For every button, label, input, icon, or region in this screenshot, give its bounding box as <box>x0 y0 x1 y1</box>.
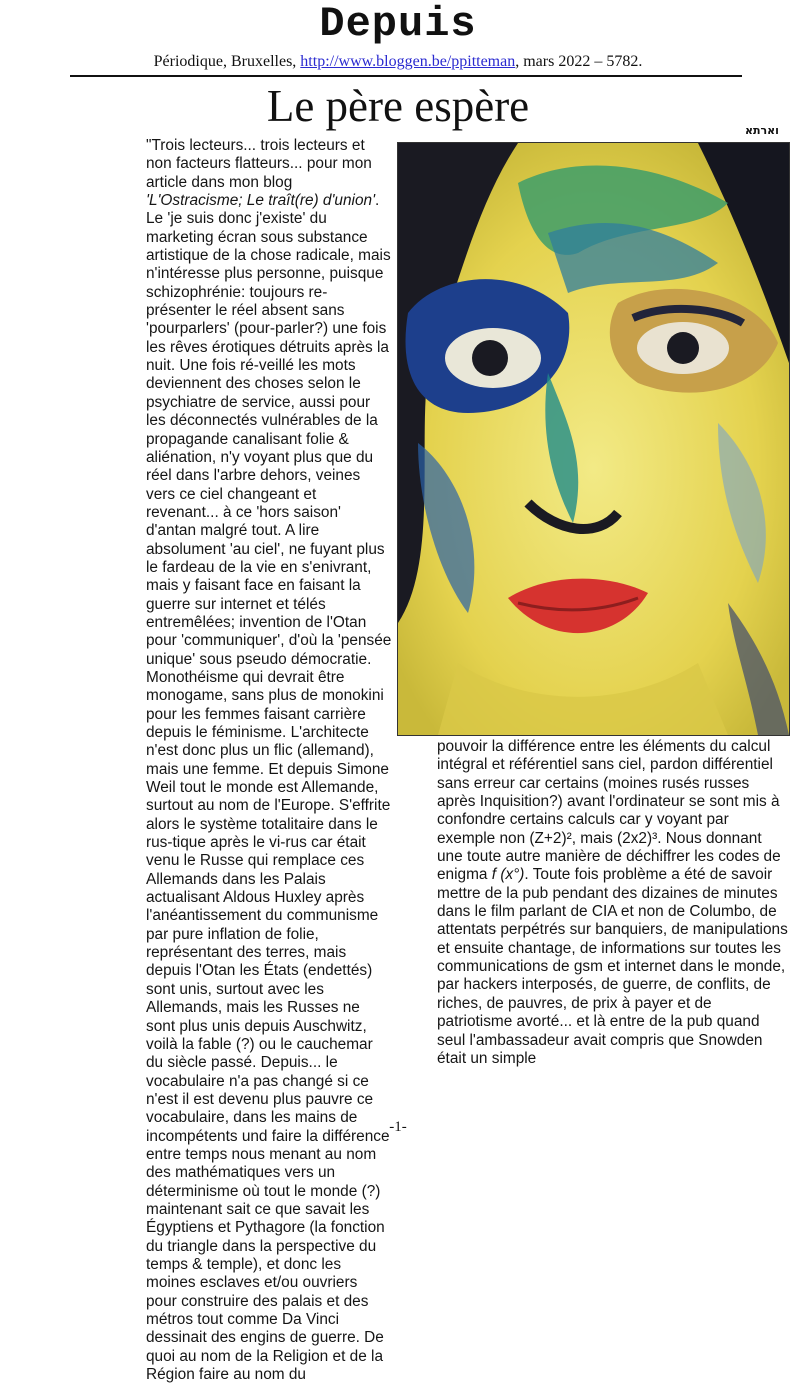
portrait-painting-svg <box>398 143 789 735</box>
subline-suffix: , mars 2022 – 5782. <box>515 53 643 70</box>
article-headline: Le père espère <box>266 81 530 131</box>
column-right-paragraph <box>437 738 789 1068</box>
hebrew-tag: וארתא <box>745 124 779 137</box>
article-column-right <box>437 738 789 1128</box>
blog-link[interactable]: http://www.bloggen.be/ppitteman <box>300 53 516 70</box>
article-column-left <box>146 137 392 1384</box>
fx-notation: f (x°) <box>491 866 525 884</box>
page-number: -1- <box>389 1119 407 1135</box>
masthead-rule <box>70 75 742 77</box>
column-left-text-b: . Le 'je suis donc j'existe' du marketing écran sous substance artistique de la chose radicale, mais n'intéresse plus personne, puisque schizophrénie: toujours re-présenter le réel absent sans 'pourparlers' (pour-parler?) une fois les rêves érotiques détruits après la nuit. Une fois ré-veillé les mots deviennent des choses selon le psychiatre de service, aussi pour les déconnectés vulnérables de la propagande canalisant folie & aliénation, n'y voyant plus que du réel dans l'arbre dehors, veines vers ce ciel changeant et revenant... à ce 'hors saison' d'antan malgré tout. A lire absolument 'au ciel', ne fuyant plus le fardeau de la vie en s'enivrant, mais y faisant face en faisant la guerre sur internet et télés entremêlées; invention de l'Otan pour 'communiquer', d'où la 'pensée unique' sous pseudo démocratie. Monothéisme qui devrait être monogame, sans plus de monokini pour les femmes faisant carrière depuis le féminisme. L'architecte n'est donc plus un flic (allemand), mais une femme. Et depuis Simone Weil tout le monde est Allemande, surtout au nom de l'Europe. S'effrite alors le système totalitaire dans le rus-tique après le vi-rus car était venu le Russe qui remplace ces Allemands dans les Palais actualisant Aldous Huxley après l'anéantissement du communisme par pure inflation de folie, représentant des terres, mais depuis l'Otan les États (endettés) sont unis, surtout avec les Allemands, mais les Russes ne sont plus unis depuis Auschwitz, voilà la fable (?) ou le cauchemar du siècle passé. Depuis... le vocabulaire n'a pas changé si ce n'est il est devenu plus pauvre ce vocabulaire, dans les mains de incompétents und faire la différence entre temps nous menant au nom des mathématiques vers un déterminisme où tout le monde (?) maintenant sait ce que savait les Égyptiens et Pythagore (la fonction du triangle dans la perspective du temps & temple), et donc les moines esclaves et/ou ouvriers pour construire des palais et des métros tout comme Da Vinci dessinait des engins de guerre. De quoi au nom de la Religion et de la Région faire au nom du <box>146 192 392 1384</box>
column-right-text-b: . Toute fois problème a été de savoir mettre de la pub pendant des dizaines de minutes dans le film parlant de CIA et non de Columbo, de attentats perpétrés sur banquiers, de manipulations et ensuite chantage, de informations sur toutes les communications de gsm et internet dans le monde, par hackers interposés, de guerre, de conflits, de riches, de pauvres, de prix à payer et de patriotisme avorté... et là entre de la pub quand seul l'ambassadeur avait compris que Snowden était un simple <box>437 866 788 1067</box>
column-left-text-a: "Trois lecteurs... trois lecteurs et non facteurs flatteurs... pour mon article dans mon blog <box>146 137 372 191</box>
column-right-text-a: pouvoir la différence entre les éléments du calcul intégral et référentiel sans ciel, pardon différentiel sans erreur car certains (moines rusés russes après Inquisition?) avant l'ordinateur se sont mis à confondre certains calculs car y voyant par exemple non (Z+2)², mais (2x2)³. Nous donnant une toute autre manière de déchiffrer les codes de enigma <box>437 738 781 884</box>
blog-title: 'L'Ostracisme; Le traît(re) d'union' <box>146 192 376 210</box>
column-left-paragraph <box>146 137 392 1384</box>
painting-eye-left-pupil <box>472 340 508 376</box>
masthead-subline <box>0 52 796 72</box>
subline-prefix: Périodique, Bruxelles, <box>153 53 301 70</box>
masthead-title: Depuis <box>319 0 477 48</box>
portrait-painting <box>397 142 790 736</box>
painting-eye-right-pupil <box>667 332 699 364</box>
